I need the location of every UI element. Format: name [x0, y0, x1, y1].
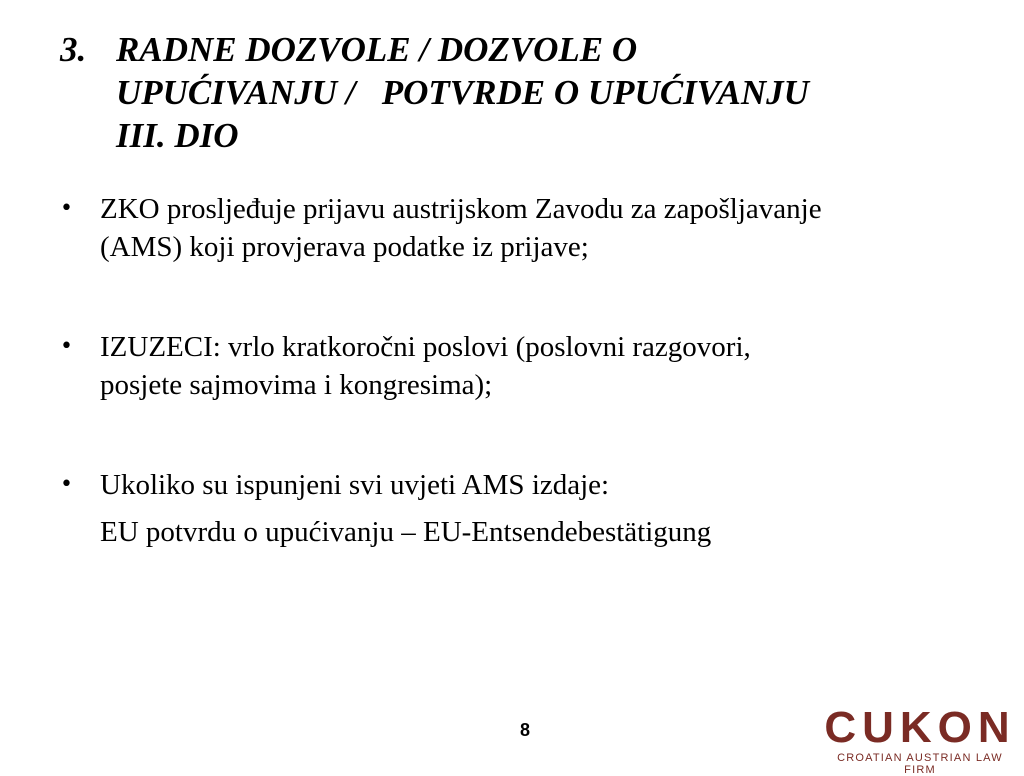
bullet-continuation-line: EU potvrdu o upućivanju – EU-Entsendebestätigung: [100, 516, 712, 548]
title-row: [60, 28, 960, 157]
bullet-line: posjete sajmovima i kongresima);: [100, 369, 493, 401]
bullet-list: [60, 190, 980, 551]
bullet-item-ams-issues: [60, 466, 980, 551]
bullet-line: IZUZECI: vrlo kratkoročni poslovi (poslovni razgovori,: [100, 331, 751, 363]
logo-wordmark: CUKON: [824, 703, 1016, 752]
logo-subtitle: CROATIAN AUSTRIAN LAW FIRM: [837, 752, 1003, 776]
bullet-line: (AMS) koji provjerava podatke iz prijave;: [100, 231, 589, 263]
cukon-logo: [822, 703, 1018, 776]
bullet-marker: •: [60, 472, 73, 497]
bullet-text: [100, 190, 980, 266]
slide-title: [60, 28, 960, 157]
title-line-1: RADNE DOZVOLE / DOZVOLE O: [116, 30, 638, 69]
title-line-2: UPUĆIVANJU / POTVRDE O UPUĆIVANJU: [116, 73, 809, 112]
bullet-text: [100, 466, 980, 551]
bullet-line: Ukoliko su ispunjeni svi uvjeti AMS izdaje:: [100, 469, 610, 501]
bullet-text: [100, 328, 980, 404]
title-number: 3.: [60, 30, 87, 69]
title-text: [116, 28, 960, 157]
bullet-marker: •: [60, 334, 73, 359]
bullet-marker: •: [60, 196, 73, 221]
bullet-item-exceptions: [60, 328, 980, 404]
title-line-3: III. DIO: [116, 116, 239, 155]
bullet-item-ams-forwarding: [60, 190, 980, 266]
bullet-line: ZKO prosljeđuje prijavu austrijskom Zavodu za zapošljavanje: [100, 193, 822, 225]
page-number: 8: [519, 720, 530, 740]
